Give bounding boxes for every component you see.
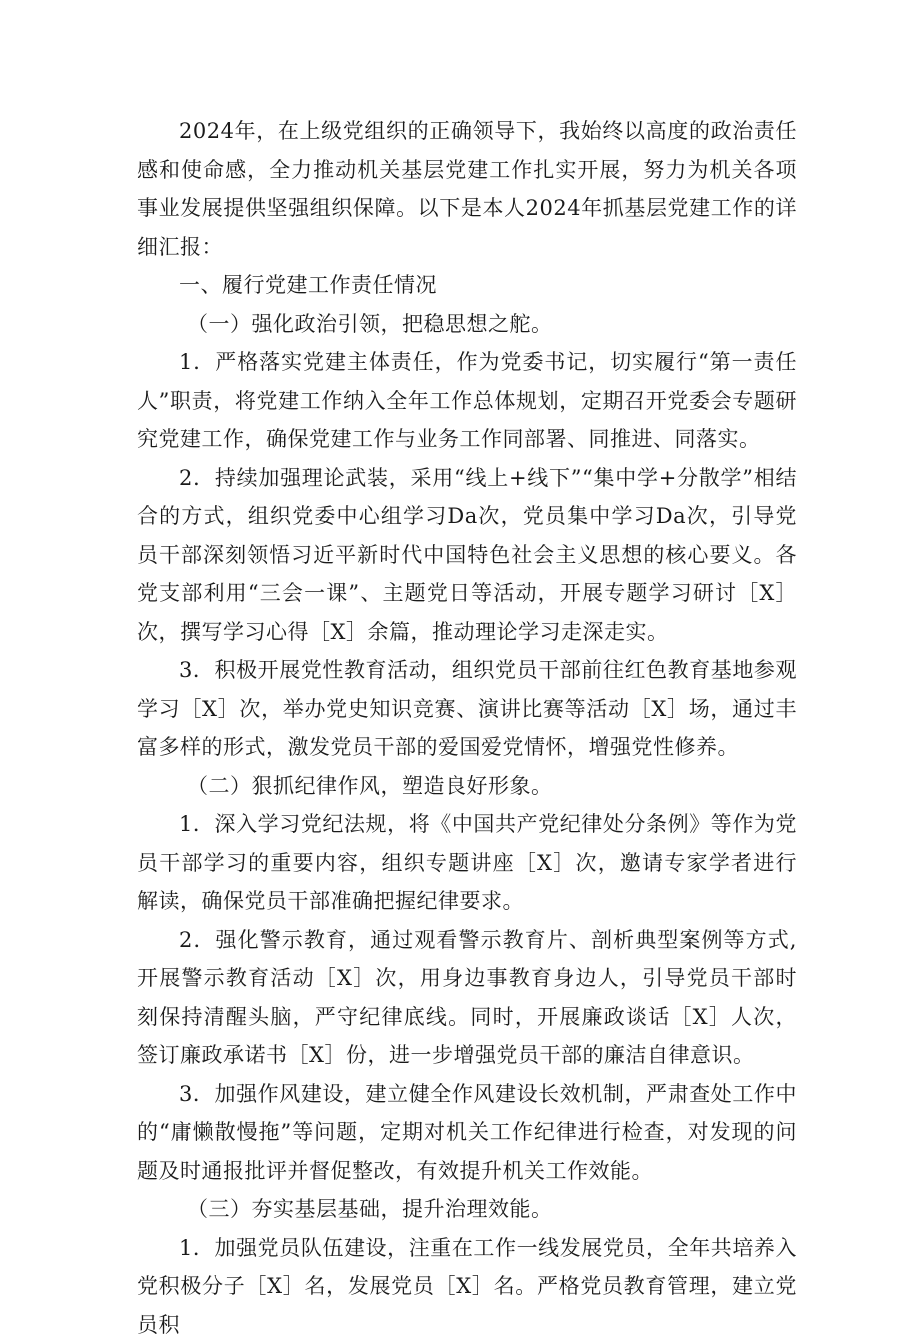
paragraph-1-1: 1．严格落实党建主体责任，作为党委书记，切实履行“第一责任人”职责，将党建工作纳入全年工作总体规划，定期召开党委会专题研究党建工作，确保党建工作与业务工作同部署、同推进、同落实。 — [137, 343, 797, 459]
intro-paragraph: 2024年，在上级党组织的正确领导下，我始终以高度的政治责任感和使命感，全力推动机关基层党建工作扎实开展，努力为机关各项事业发展提供坚强组织保障。以下是本人2024年抓基层党建工作的详细汇报： — [137, 112, 797, 266]
paragraph-1-2: 2．持续加强理论武装，采用“线上+线下”“集中学+分散学”相结合的方式，组织党委中心组学习Da次，党员集中学习Da次，引导党员干部深刻领悟习近平新时代中国特色社会主义思想的核心要义。各党支部利用“三会一课”、主题党日等活动，开展专题学习研讨［X］次，撰写学习心得［X］余篇，推动理论学习走深走实。 — [137, 459, 797, 652]
subsection-heading-2: （二）狠抓纪律作风，塑造良好形象。 — [137, 767, 797, 806]
subsection-heading-1: （一）强化政治引领，把稳思想之舵。 — [137, 305, 797, 344]
paragraph-2-3: 3．加强作风建设，建立健全作风建设长效机制，严肃查处工作中的“庸懒散慢拖”等问题，定期对机关工作纪律进行检查，对发现的问题及时通报批评并督促整改，有效提升机关工作效能。 — [137, 1075, 797, 1191]
paragraph-2-1: 1．深入学习党纪法规，将《中国共产党纪律处分条例》等作为党员干部学习的重要内容，组织专题讲座［X］次，邀请专家学者进行解读，确保党员干部准确把握纪律要求。 — [137, 805, 797, 921]
paragraph-2-2: 2．强化警示教育，通过观看警示教育片、剖析典型案例等方式,开展警示教育活动［X］次，用身边事教育身边人，引导党员干部时刻保持清醒头脑，严守纪律底线。同时，开展廉政谈话［X］人次，签订廉政承诺书［X］份，进一步增强党员干部的廉洁自律意识。 — [137, 921, 797, 1075]
subsection-heading-3: （三）夯实基层基础，提升治理效能。 — [137, 1190, 797, 1229]
section-heading-1: 一、履行党建工作责任情况 — [137, 266, 797, 305]
document-body — [137, 112, 797, 1344]
paragraph-3-1: 1．加强党员队伍建设，注重在工作一线发展党员，全年共培养入党积极分子［X］名，发展党员［X］名。严格党员教育管理，建立党员积 — [137, 1229, 797, 1344]
paragraph-1-3: 3．积极开展党性教育活动，组织党员干部前往红色教育基地参观学习［X］次，举办党史知识竞赛、演讲比赛等活动［X］场，通过丰富多样的形式，激发党员干部的爱国爱党情怀，增强党性修养。 — [137, 651, 797, 767]
